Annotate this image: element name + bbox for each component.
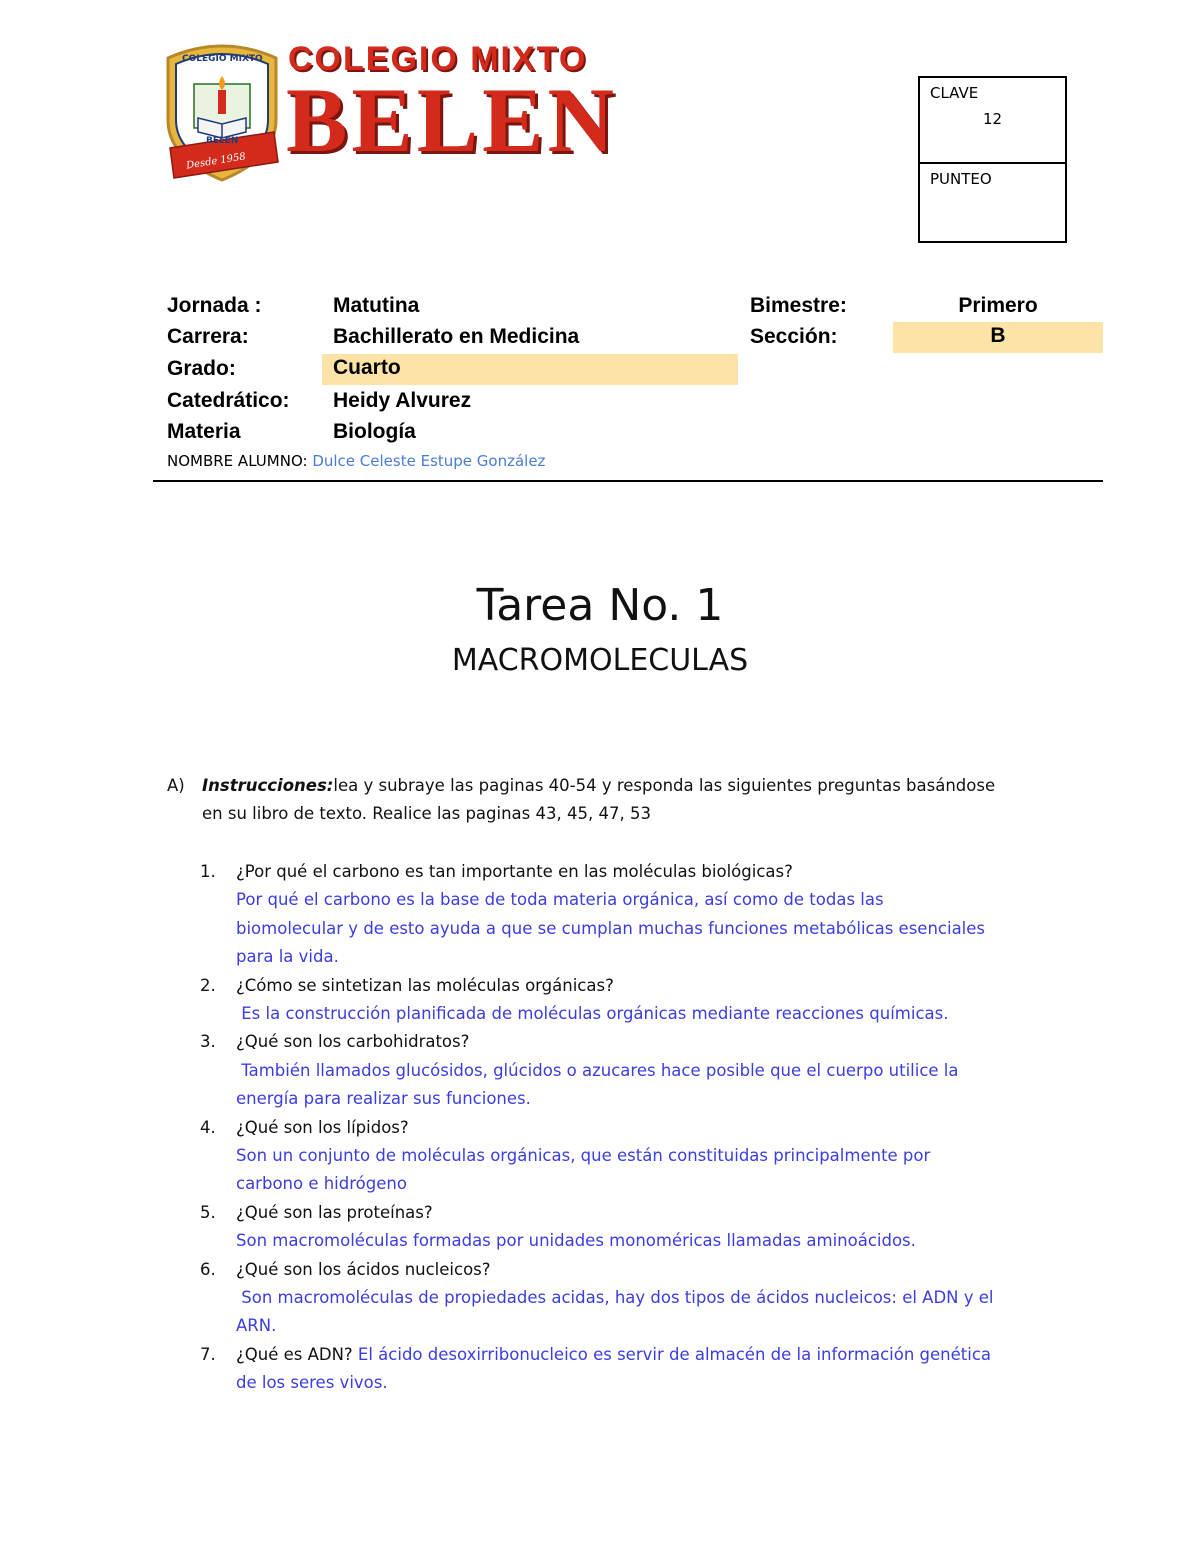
question-label: ¿Por qué el carbono es tan importante en las moléculas biológicas? [236,862,793,881]
question-number: 3. [200,1032,216,1052]
question-text [236,972,1046,1000]
student-name: Dulce Celeste Estupe González [312,452,546,470]
seccion-label: Sección: [750,325,838,348]
question-text [236,1114,1046,1142]
materia-label: Materia [167,420,241,443]
answer-line: Por qué el carbono es la base de toda materia orgánica, así como de todas las [236,890,884,910]
answer-line: energía para realizar sus funciones. [236,1089,531,1109]
header-divider [153,480,1103,482]
score-box [918,76,1067,243]
clave-value: 12 [983,110,1003,128]
grado-label: Grado: [167,357,236,380]
question-label: ¿Qué es ADN? [236,1344,353,1364]
jornada-label: Jornada : [167,294,262,317]
answer-line: También llamados glucósidos, glúcidos o azucares hace posible que el cuerpo utilice la [236,1060,959,1080]
answer-line: ARN. [236,1316,277,1336]
question-number: 7. [200,1344,216,1364]
answer-line: carbono e hidrógeno [236,1174,407,1194]
question-number: 1. [200,862,216,881]
question-number: 4. [200,1117,216,1137]
punteo-label: PUNTEO [930,170,992,188]
instructions-label: Instrucciones: [202,776,334,795]
catedratico-value: Heidy Alvurez [333,389,472,412]
question-label: ¿Qué son las proteínas? [236,1202,433,1222]
clave-label: CLAVE [930,84,979,102]
punteo-cell [920,164,1065,243]
question-number: 2. [200,975,216,995]
question-text [236,1256,1046,1284]
question-label: ¿Qué son los carbohidratos? [236,1032,470,1052]
logo-title-main: BELEN [286,69,618,171]
student-line [167,452,545,470]
question-label: ¿Cómo se sintetizan las moléculas orgánicas? [236,975,614,995]
carrera-label: Carrera: [167,325,249,348]
seal-since-text: Desde 1958 [185,151,247,172]
answer-line: para la vida. [236,947,339,967]
carrera-value: Bachillerato en Medicina [333,325,580,348]
instructions-line1 [202,772,1062,800]
materia-value: Biología [333,420,416,443]
seal-ribbon-text: BELEN [206,136,239,146]
answer-line: Son un conjunto de moléculas orgánicas, que están constituidas principalmente por [236,1146,931,1165]
answer-line: biomolecular y de esto ayuda a que se cumplan muchas funciones metabólicas esenciales [236,918,986,938]
grado-value: Cuarto [322,354,738,385]
logo-title-top: COLEGIO MIXTO [288,40,588,78]
answer-line: Son macromoléculas de propiedades acidas, hay dos tipos de ácidos nucleicos: el ADN y el [236,1288,994,1307]
page-title: Tarea No. 1 [476,580,724,631]
page-subtitle: MACROMOLECULAS [451,643,749,678]
question-text [236,1341,1046,1369]
question-text [236,1028,1046,1056]
seal-text: COLEGIO MIXTO [182,54,263,64]
question-label: ¿Qué son los lípidos? [236,1117,409,1137]
question-number: 6. [200,1259,216,1279]
question-text [236,1199,1046,1227]
bimestre-label: Bimestre: [750,294,847,317]
seccion-value: B [893,322,1103,353]
instructions-line2: en su libro de texto. Realice las paginas 43, 45, 47, 53 [202,804,651,823]
jornada-value: Matutina [333,294,420,317]
instructions-marker: A) [167,776,185,795]
student-label: NOMBRE ALUMNO: [167,452,308,470]
school-logo [160,40,620,190]
answer-line: de los seres vivos. [236,1373,388,1393]
bimestre-value: Primero [958,294,1038,317]
question-text [236,858,1046,886]
question-label: ¿Qué son los ácidos nucleicos? [236,1259,491,1279]
question-number: 5. [200,1202,216,1222]
catedratico-label: Catedrático: [167,389,290,412]
clave-cell [920,78,1065,164]
answer-line: Son macromoléculas formadas por unidades monoméricas llamadas aminoácidos. [236,1231,916,1251]
answer-text: El ácido desoxirribonucleico es servir de almacén de la información genética [352,1344,992,1364]
instructions-text1: lea y subraye las paginas 40-54 y responda las siguientes preguntas basándose [333,776,996,795]
answer-line: Es la construcción planificada de moléculas orgánicas mediante reacciones químicas. [236,1004,949,1023]
